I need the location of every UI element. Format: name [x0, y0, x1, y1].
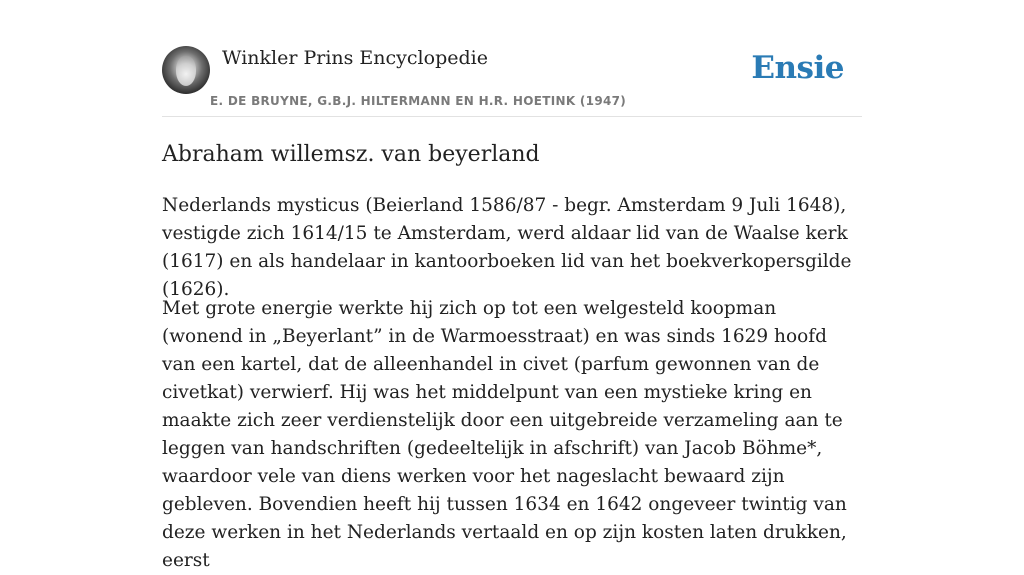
ensie-logo[interactable]: Ensie [751, 50, 844, 86]
entry-paragraph-1: Nederlands mysticus (Beierland 1586/87 - begr. Amsterdam 9 Juli 1648), vestigde zich 1614/15 te Amsterdam, werd aldaar lid van de Waalse kerk (1617) en als handelaar in kantoorboeken lid van het boekverkopersgilde (1626). [162, 195, 852, 300]
author-portrait[interactable] [162, 46, 210, 94]
book-title[interactable]: Winkler Prins Encyclopedie [222, 47, 488, 69]
header [162, 0, 862, 117]
page-container [162, 0, 862, 571]
book-authors: E. DE BRUYNE, G.B.J. HILTERMANN EN H.R. HOETINK (1947) [210, 94, 627, 108]
entry-paragraph-2: Met grote energie werkte hij zich op tot een welgesteld koopman (wonend in „Beyerlant” in de Warmoesstraat) en was sinds 1629 hoofd van een kartel, dat de alleenhandel in civet (parfum gewonnen van de civetkat) verwierf. Hij was het middelpunt van een mystieke kring en maakte zich zeer verdienstelijk door een uitgebreide verzameling aan te leggen van handschriften (gedeeltelijk in afschrift) van Jacob Böhme*, waardoor vele van diens werken voor het nageslacht bewaard zijn gebleven. Bovendien heeft hij tussen 1634 en 1642 ongeveer twintig van deze werken in het Nederlands vertaald en op zijn kosten laten drukken, eerst [162, 298, 847, 571]
portrait-face [176, 56, 196, 86]
entry-title: Abraham willemsz. van beyerland [162, 142, 540, 167]
